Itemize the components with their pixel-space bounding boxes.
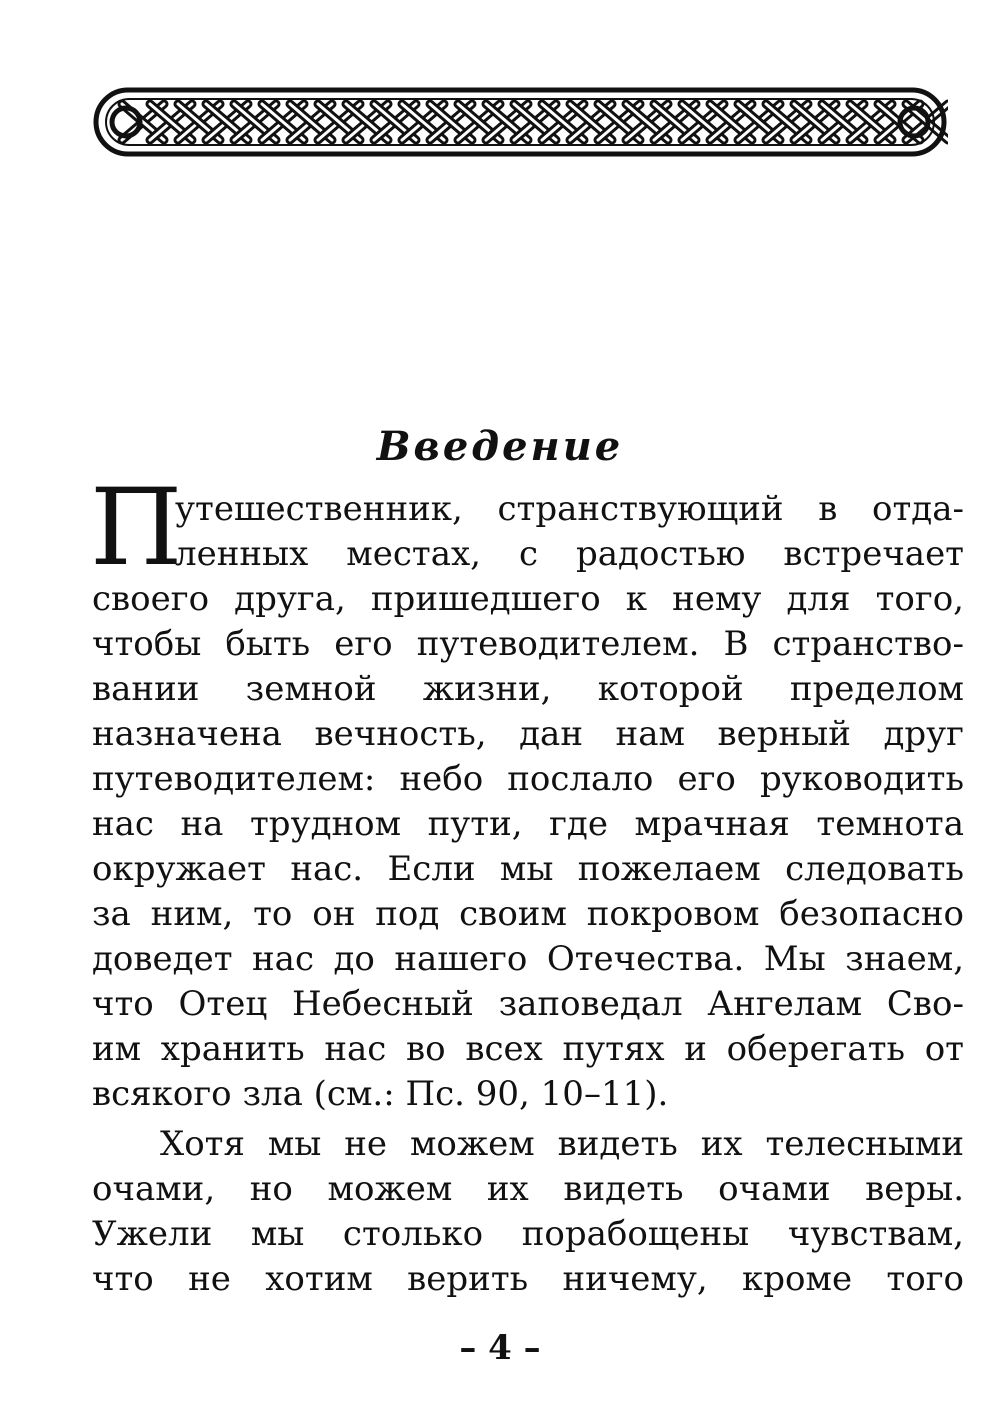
text-line: доведет нас до нашего Отечества. Мы знаем, bbox=[92, 939, 964, 979]
page-number: – 4 – bbox=[459, 1328, 541, 1368]
text-line: вании земной жизни, которой пределом bbox=[92, 669, 964, 709]
chapter-heading: Введение bbox=[376, 423, 624, 470]
text-line: им хранить нас во всех путях и оберегать от bbox=[92, 1029, 964, 1069]
text-line: что не хотим верить ничему, кроме того bbox=[92, 1259, 964, 1299]
text-line: путеводителем: небо послало его руководить bbox=[92, 759, 964, 799]
text-line: своего друга, пришедшего к нему для того, bbox=[92, 579, 964, 619]
text-line: что Отец Небесный заповедал Ангелам Сво- bbox=[92, 984, 964, 1024]
text-line: Ужели мы столько порабощены чувствам, bbox=[92, 1214, 964, 1254]
drop-cap-letter: П bbox=[90, 466, 183, 589]
text-line: за ним, то он под своим покровом безопасно bbox=[92, 894, 964, 934]
text-line: всякого зла (см.: Пс. 90, 10–11). bbox=[92, 1074, 669, 1114]
text-line: очами, но можем их видеть очами веры. bbox=[92, 1169, 964, 1209]
text-line: ленных местах, с радостью встречает bbox=[175, 534, 964, 574]
text-line: Хотя мы не можем видеть их телесными bbox=[160, 1124, 964, 1164]
text-line: назначена вечность, дан нам верный друг bbox=[92, 714, 964, 754]
text-line: утешественник, странствующий в отда- bbox=[175, 489, 964, 529]
text-line: окружает нас. Если мы пожелаем следовать bbox=[92, 849, 964, 889]
text-line: нас на трудном пути, где мрачная темнота bbox=[92, 804, 964, 844]
braided-knot-ornament-icon bbox=[92, 82, 948, 162]
text-line: чтобы быть его путеводителем. В странство- bbox=[92, 624, 964, 664]
